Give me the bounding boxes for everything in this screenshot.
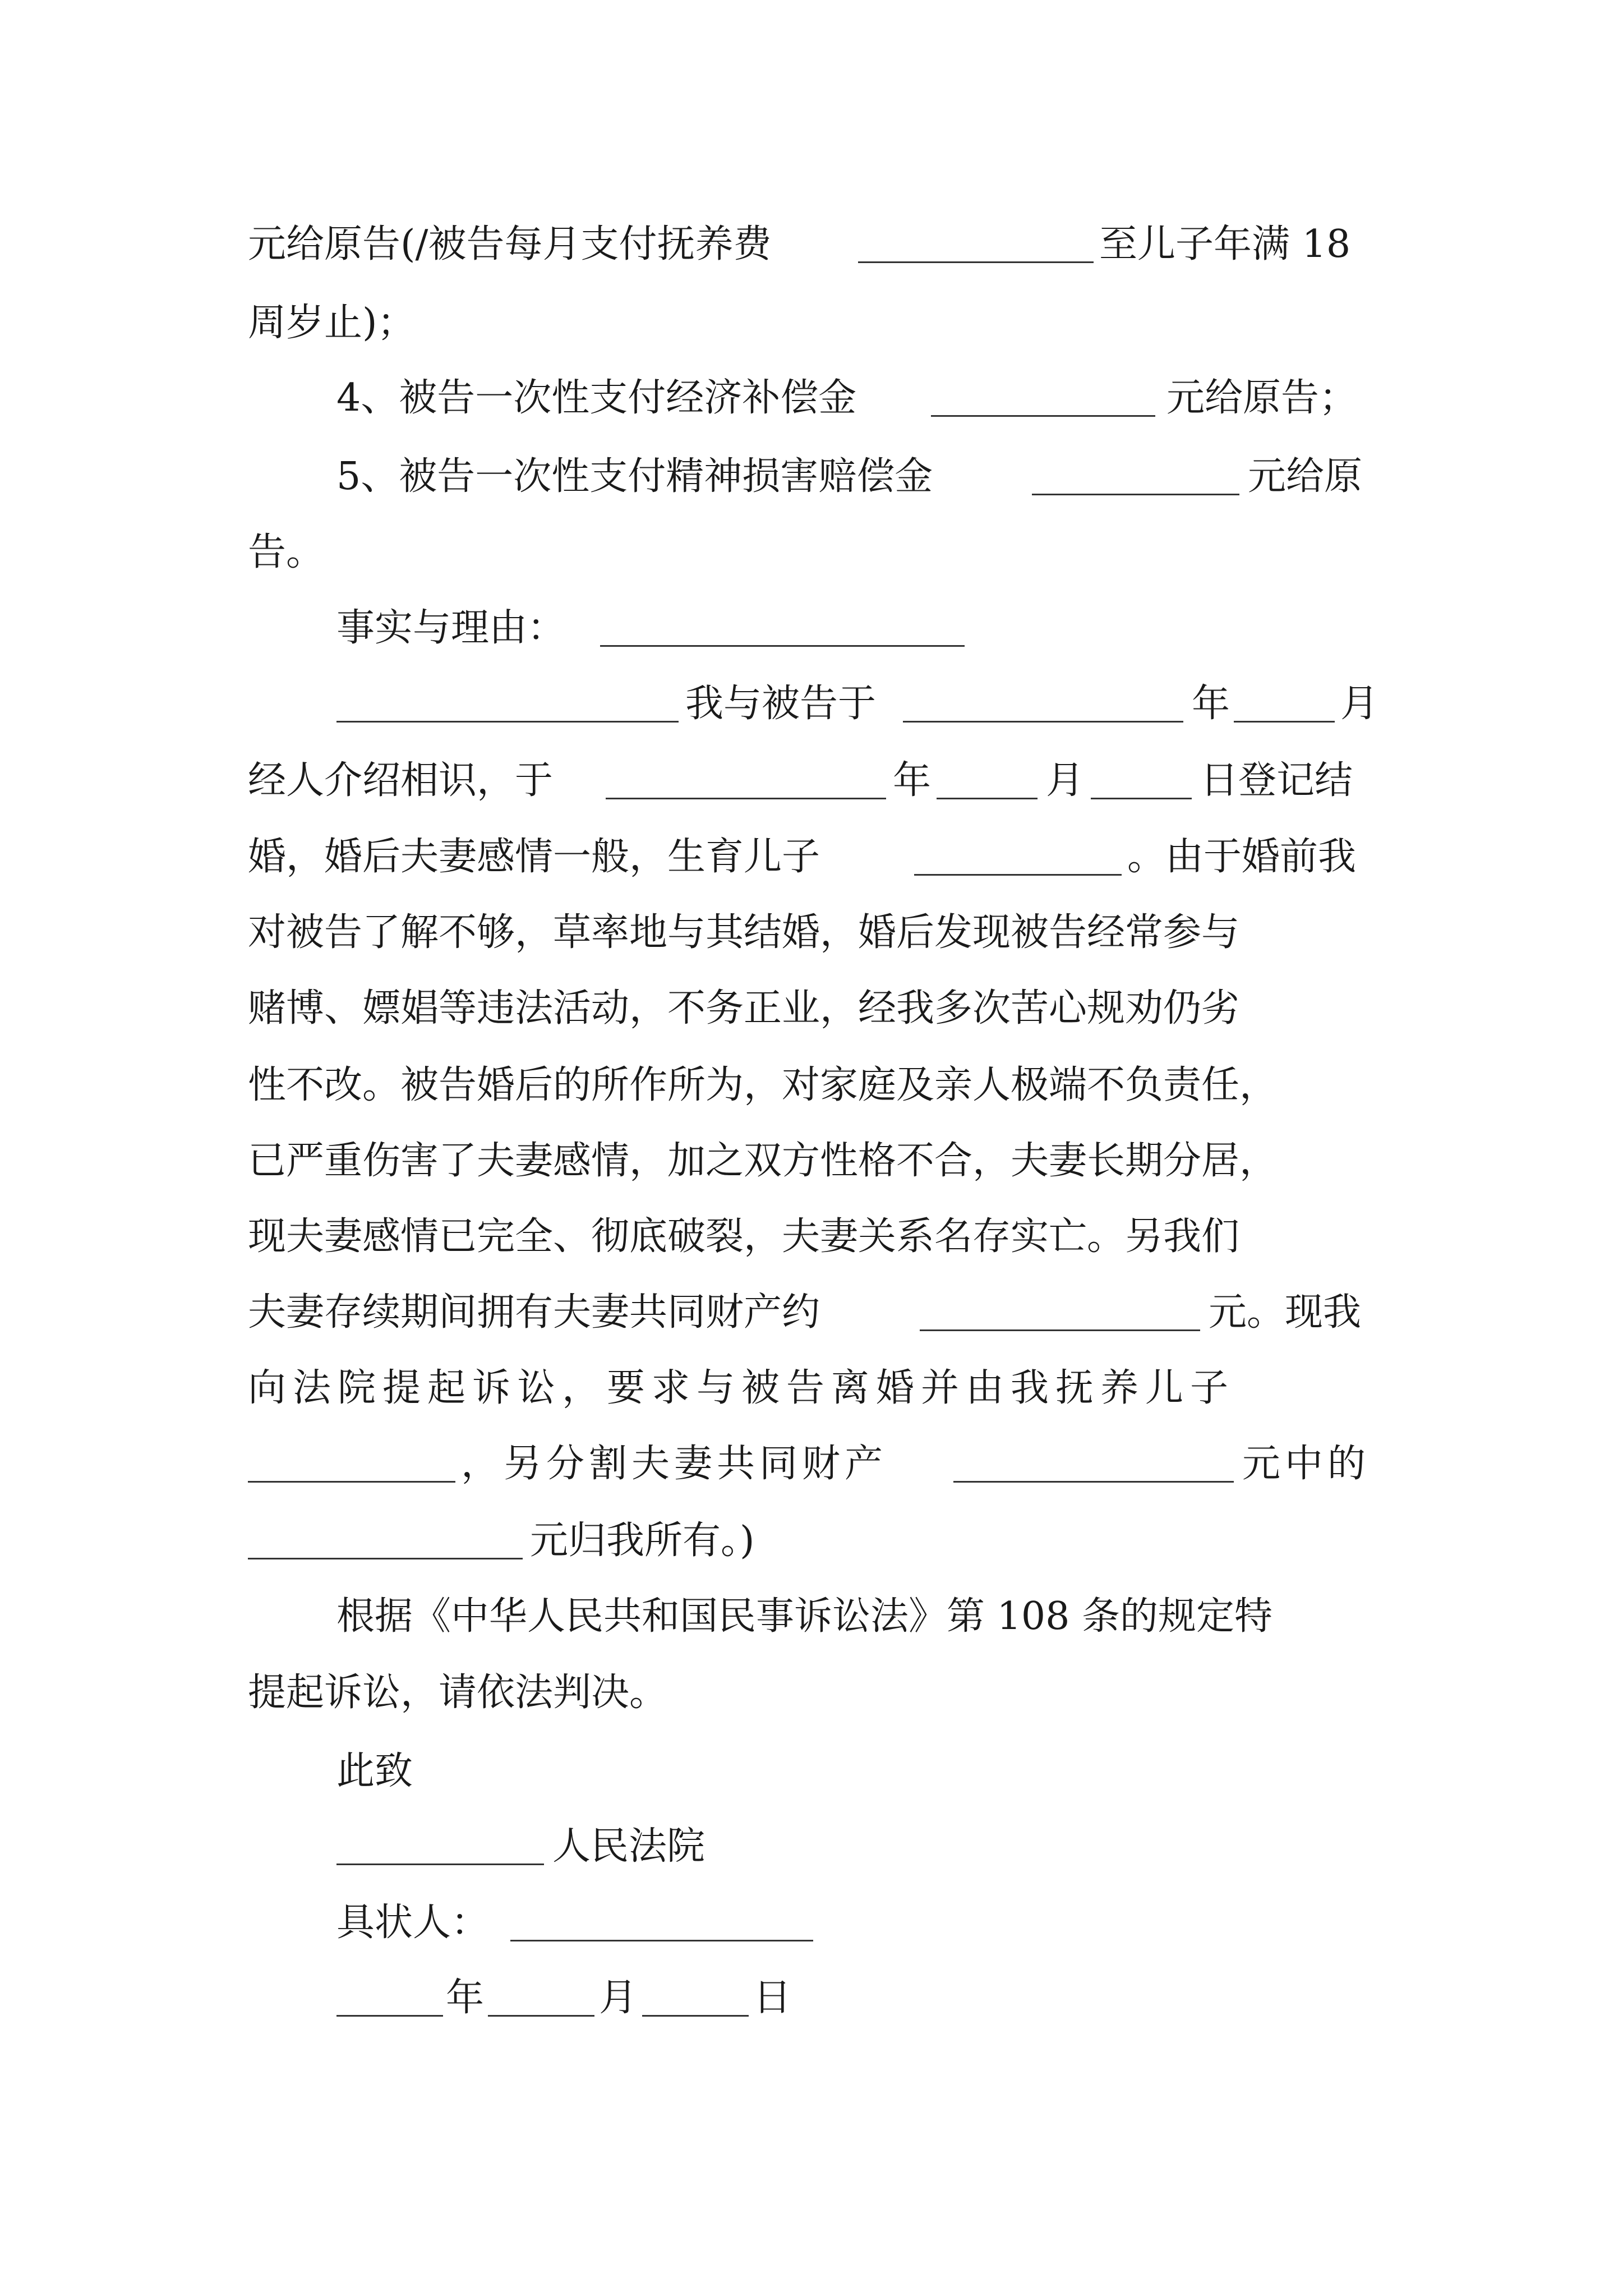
text-segment: 日登记结 bbox=[1200, 758, 1353, 803]
text-segment: 日 bbox=[753, 1976, 792, 2020]
text-segment: 根据《中华人民共和国民事诉讼法》第 108 条的规定特 bbox=[336, 1594, 1273, 1639]
text-segment: 具状人： bbox=[336, 1901, 490, 1945]
fill-blank-line[interactable] bbox=[858, 261, 1094, 263]
fill-blank-line[interactable] bbox=[510, 1940, 813, 1941]
text-segment: 赌博、嫖娼等违法活动，不务正业，经我多次苦心规劝仍劣 bbox=[248, 986, 1240, 1030]
text-line bbox=[0, 1360, 1623, 1416]
text-segment: 元。现我 bbox=[1209, 1290, 1362, 1335]
text-line bbox=[0, 1665, 1623, 1721]
fill-blank-line[interactable] bbox=[937, 798, 1038, 799]
fill-blank-line[interactable] bbox=[953, 1481, 1234, 1483]
text-segment: 已严重伤害了夫妻感情，加之双方性格不合，夫妻长期分居， bbox=[248, 1139, 1278, 1183]
text-line bbox=[0, 753, 1623, 809]
text-segment: 月 bbox=[1340, 682, 1379, 726]
text-segment: ，另分割夫妻共同财产 bbox=[461, 1442, 888, 1486]
text-segment: 5、被告一次性支付精神损害赔偿金 bbox=[336, 454, 933, 499]
text-segment: 向法院提起诉讼，要求与被告离婚并由我抚养儿子 bbox=[248, 1366, 1235, 1410]
text-line bbox=[0, 905, 1623, 961]
text-line bbox=[0, 1209, 1623, 1265]
text-segment: 元给原告(/被告每月支付抚养费 bbox=[248, 222, 772, 266]
text-line bbox=[0, 1970, 1623, 2026]
text-line bbox=[0, 1513, 1623, 1569]
text-segment: 此致 bbox=[336, 1749, 413, 1793]
text-line bbox=[0, 600, 1623, 656]
text-segment: 告。 bbox=[248, 530, 325, 574]
text-segment: 4、被告一次性支付经济补偿金 bbox=[336, 376, 857, 420]
text-line bbox=[0, 217, 1623, 273]
fill-blank-line[interactable] bbox=[1091, 798, 1192, 799]
fill-blank-line[interactable] bbox=[642, 2015, 749, 2017]
text-line bbox=[0, 981, 1623, 1037]
text-segment: 月 bbox=[599, 1976, 638, 2020]
text-line bbox=[0, 676, 1623, 732]
fill-blank-line[interactable] bbox=[606, 798, 886, 799]
text-segment: 。由于婚前我 bbox=[1127, 835, 1357, 879]
text-segment: 月 bbox=[1046, 758, 1085, 803]
text-segment: 元中的 bbox=[1242, 1442, 1371, 1486]
fill-blank-line[interactable] bbox=[336, 721, 679, 723]
fill-blank-line[interactable] bbox=[914, 874, 1122, 876]
text-line bbox=[0, 1057, 1623, 1114]
text-line bbox=[0, 1743, 1623, 1800]
fill-blank-line[interactable] bbox=[1032, 494, 1239, 495]
text-segment: 周岁止)； bbox=[248, 301, 416, 345]
fill-blank-line[interactable] bbox=[488, 2015, 594, 2017]
text-segment: 事实与理由： bbox=[336, 606, 566, 650]
text-segment: 性不改。被告婚后的所作所为，对家庭及亲人极端不负责任， bbox=[248, 1063, 1278, 1107]
text-segment: 经人介绍相识，于 bbox=[248, 758, 554, 803]
fill-blank-line[interactable] bbox=[336, 2015, 443, 2017]
text-line bbox=[0, 370, 1623, 426]
fill-blank-line[interactable] bbox=[931, 415, 1155, 417]
fill-blank-line[interactable] bbox=[336, 1864, 544, 1865]
fill-blank-line[interactable] bbox=[248, 1481, 455, 1483]
text-segment: 元归我所有。) bbox=[530, 1519, 755, 1563]
text-line bbox=[0, 1895, 1623, 1951]
text-segment: 至儿子年满 18 bbox=[1099, 222, 1351, 266]
text-line bbox=[0, 295, 1623, 351]
text-segment: 元给原告； bbox=[1166, 376, 1358, 420]
text-line bbox=[0, 449, 1623, 505]
text-segment: 我与被告于 bbox=[685, 682, 877, 726]
fill-blank-line[interactable] bbox=[920, 1329, 1200, 1331]
fill-blank-line[interactable] bbox=[1234, 721, 1335, 723]
fill-blank-line[interactable] bbox=[248, 1558, 523, 1559]
text-segment: 年 bbox=[893, 758, 932, 803]
text-segment: 现夫妻感情已完全、彻底破裂，夫妻关系名存实亡。另我们 bbox=[248, 1214, 1240, 1259]
fill-blank-line[interactable] bbox=[903, 721, 1183, 723]
fill-blank-line[interactable] bbox=[600, 645, 965, 647]
text-line bbox=[0, 524, 1623, 581]
text-segment: 夫妻存续期间拥有夫妻共同财产约 bbox=[248, 1290, 820, 1335]
text-line bbox=[0, 1133, 1623, 1189]
text-line bbox=[0, 1589, 1623, 1645]
text-line bbox=[0, 829, 1623, 885]
text-line bbox=[0, 1436, 1623, 1492]
text-line bbox=[0, 1819, 1623, 1875]
text-segment: 人民法院 bbox=[552, 1824, 706, 1869]
text-segment: 提起诉讼，请依法判决。 bbox=[248, 1671, 668, 1715]
text-line bbox=[0, 1285, 1623, 1341]
text-segment: 对被告了解不够，草率地与其结婚，婚后发现被告经常参与 bbox=[248, 910, 1240, 955]
text-segment: 年 bbox=[446, 1976, 485, 2020]
text-segment: 年 bbox=[1192, 682, 1230, 726]
text-segment: 元给原 bbox=[1248, 454, 1363, 499]
text-segment: 婚，婚后夫妻感情一般，生育儿子 bbox=[248, 835, 820, 879]
